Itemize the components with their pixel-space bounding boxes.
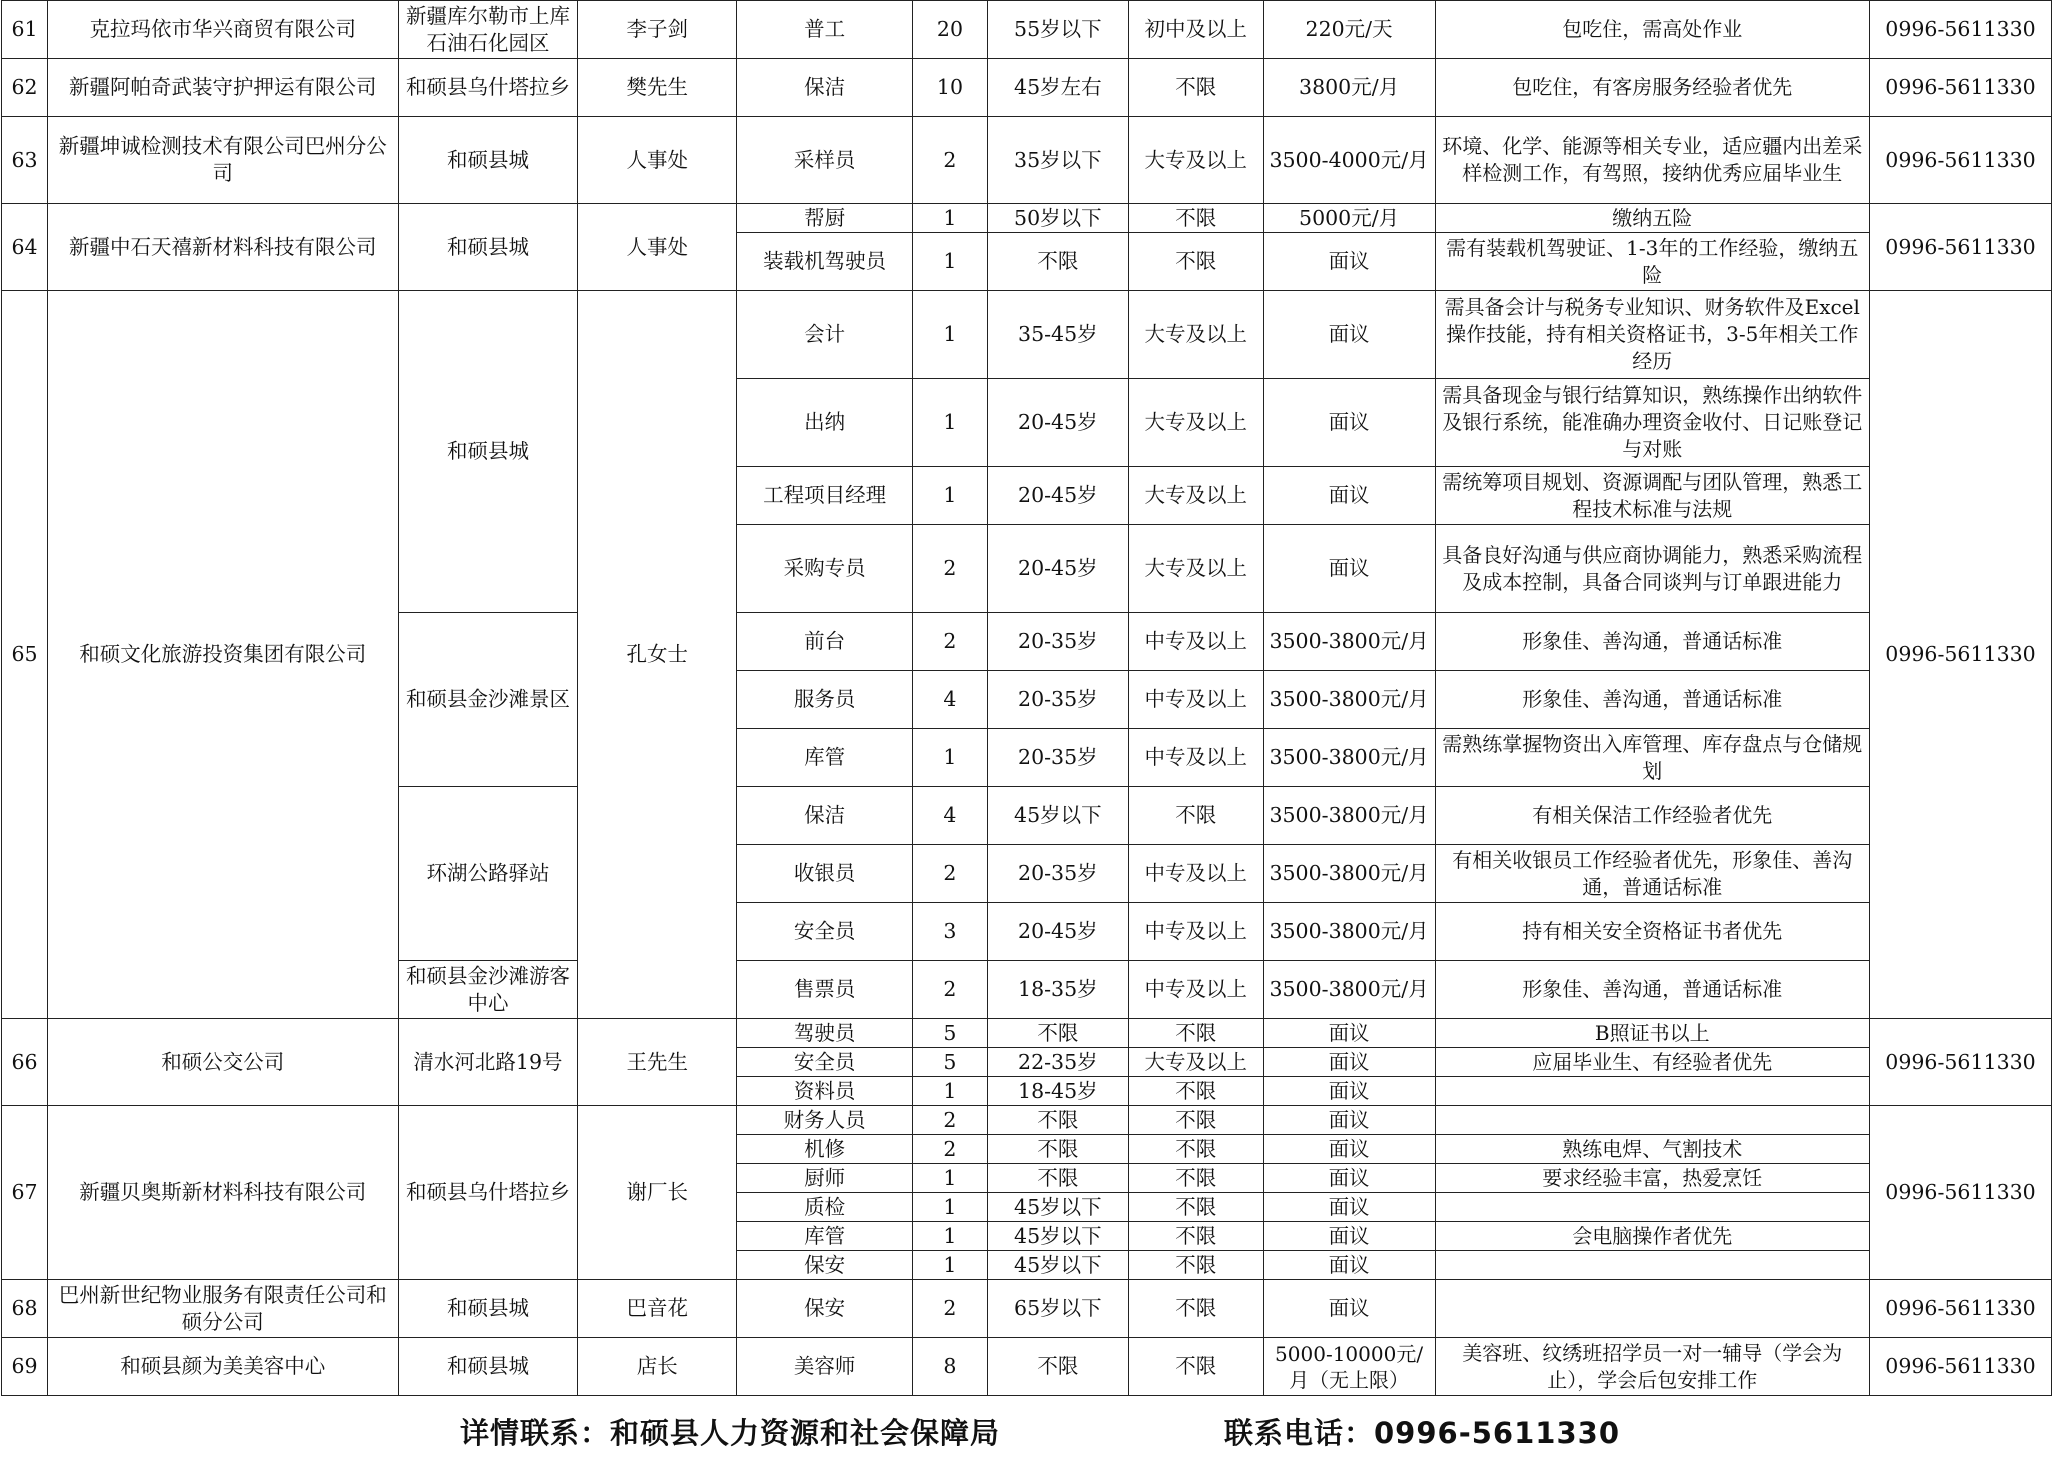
job-requirements: 包吃住，有客房服务经验者优先 [1435,59,1870,117]
job-title: 安全员 [737,903,913,961]
hire-count: 2 [912,1135,987,1164]
hire-count: 1 [912,1222,987,1251]
hire-count: 1 [912,1193,987,1222]
hire-count: 2 [912,525,987,613]
job-title: 售票员 [737,961,913,1019]
row-number: 62 [2,59,48,117]
job-requirements: 包吃住，需高处作业 [1435,1,1870,59]
age-requirement: 20-45岁 [987,467,1128,525]
job-title: 库管 [737,729,913,787]
salary: 面议 [1263,1280,1435,1338]
age-requirement: 不限 [987,1338,1128,1396]
age-requirement: 20-35岁 [987,845,1128,903]
salary: 面议 [1263,233,1435,291]
job-requirements [1435,1280,1870,1338]
table-row [2,1,2052,59]
contact-person: 人事处 [578,117,737,204]
table-row [2,1106,2052,1135]
work-location: 和硕县城 [398,117,578,204]
hire-count: 1 [912,729,987,787]
company-name: 新疆中石天禧新材料科技有限公司 [47,204,398,291]
footer-contact: 详情联系：和硕县人力资源和社会保障局 [460,1416,1001,1450]
age-requirement: 35岁以下 [987,117,1128,204]
table-row [2,291,2052,379]
education-requirement: 不限 [1128,1222,1263,1251]
company-name: 克拉玛依市华兴商贸有限公司 [47,1,398,59]
education-requirement: 不限 [1128,1164,1263,1193]
contact-person: 谢厂长 [578,1106,737,1280]
job-requirements: 熟练电焊、气割技术 [1435,1135,1870,1164]
company-name: 新疆贝奥斯新材料科技有限公司 [47,1106,398,1280]
education-requirement: 大专及以上 [1128,525,1263,613]
job-title: 收银员 [737,845,913,903]
company-name: 新疆坤诚检测技术有限公司巴州分公司 [47,117,398,204]
job-requirements: 有相关收银员工作经验者优先，形象佳、善沟通，普通话标准 [1435,845,1870,903]
contact-person: 店长 [578,1338,737,1396]
job-requirements: 需具备现金与银行结算知识，熟练操作出纳软件及银行系统，能准确办理资金收付、日记账登记与对账 [1435,379,1870,467]
job-requirements: 形象佳、善沟通，普通话标准 [1435,961,1870,1019]
education-requirement: 大专及以上 [1128,1048,1263,1077]
job-table-body [2,1,2052,1396]
job-requirements: 具备良好沟通与供应商协调能力，熟悉采购流程及成本控制，具备合同谈判与订单跟进能力 [1435,525,1870,613]
contact-person: 王先生 [578,1019,737,1106]
education-requirement: 中专及以上 [1128,845,1263,903]
job-requirements: 有相关保洁工作经验者优先 [1435,787,1870,845]
company-name: 巴州新世纪物业服务有限责任公司和硕分公司 [47,1280,398,1338]
contact-phone: 0996-5611330 [1870,1280,2052,1338]
salary: 面议 [1263,1048,1435,1077]
work-location: 和硕县城 [398,1280,578,1338]
education-requirement: 中专及以上 [1128,729,1263,787]
job-requirements: 持有相关安全资格证书者优先 [1435,903,1870,961]
hire-count: 2 [912,117,987,204]
salary: 面议 [1263,1135,1435,1164]
education-requirement: 不限 [1128,1019,1263,1048]
job-requirements: 缴纳五险 [1435,204,1870,233]
footer [0,1393,2052,1464]
salary: 面议 [1263,379,1435,467]
job-requirements [1435,1251,1870,1280]
salary: 面议 [1263,525,1435,613]
work-location: 和硕县城 [398,1338,578,1396]
row-number: 65 [2,291,48,1019]
hire-count: 10 [912,59,987,117]
age-requirement: 20-45岁 [987,903,1128,961]
age-requirement: 45岁以下 [987,787,1128,845]
age-requirement: 不限 [987,1106,1128,1135]
hire-count: 1 [912,291,987,379]
job-requirements [1435,1106,1870,1135]
hire-count: 1 [912,467,987,525]
education-requirement: 中专及以上 [1128,671,1263,729]
table-row [2,1338,2052,1396]
salary: 3800元/月 [1263,59,1435,117]
job-title: 保洁 [737,59,913,117]
job-requirements: 形象佳、善沟通，普通话标准 [1435,671,1870,729]
education-requirement: 不限 [1128,1106,1263,1135]
table-row [2,1019,2052,1048]
job-title: 会计 [737,291,913,379]
row-number: 68 [2,1280,48,1338]
row-number: 61 [2,1,48,59]
table-row [2,117,2052,204]
age-requirement: 45岁以下 [987,1222,1128,1251]
hire-count: 4 [912,671,987,729]
contact-person: 人事处 [578,204,737,291]
salary: 面议 [1263,1019,1435,1048]
age-requirement: 不限 [987,1164,1128,1193]
education-requirement: 大专及以上 [1128,291,1263,379]
job-requirements: 应届毕业生、有经验者优先 [1435,1048,1870,1077]
hire-count: 1 [912,233,987,291]
hire-count: 5 [912,1048,987,1077]
education-requirement: 不限 [1128,1251,1263,1280]
hire-count: 2 [912,961,987,1019]
salary: 3500-3800元/月 [1263,845,1435,903]
age-requirement: 20-45岁 [987,525,1128,613]
salary: 3500-3800元/月 [1263,671,1435,729]
education-requirement: 不限 [1128,1135,1263,1164]
job-requirements: 美容班、纹绣班招学员一对一辅导（学会为止），学会后包安排工作 [1435,1338,1870,1396]
table-row [2,59,2052,117]
job-title: 出纳 [737,379,913,467]
education-requirement: 中专及以上 [1128,961,1263,1019]
job-title: 美容师 [737,1338,913,1396]
work-location: 清水河北路19号 [398,1019,578,1106]
job-requirements [1435,1077,1870,1106]
company-name: 新疆阿帕奇武装守护押运有限公司 [47,59,398,117]
job-title: 前台 [737,613,913,671]
salary: 220元/天 [1263,1,1435,59]
job-title: 驾驶员 [737,1019,913,1048]
salary: 面议 [1263,1222,1435,1251]
contact-phone: 0996-5611330 [1870,1,2052,59]
contact-phone: 0996-5611330 [1870,1019,2052,1106]
job-title: 资料员 [737,1077,913,1106]
hire-count: 20 [912,1,987,59]
hire-count: 2 [912,1106,987,1135]
age-requirement: 45岁以下 [987,1251,1128,1280]
job-title: 厨师 [737,1164,913,1193]
job-requirements: B照证书以上 [1435,1019,1870,1048]
job-requirements [1435,1193,1870,1222]
age-requirement: 45岁左右 [987,59,1128,117]
row-number: 66 [2,1019,48,1106]
hire-count: 2 [912,1280,987,1338]
contact-person: 李子剑 [578,1,737,59]
job-requirements: 需统筹项目规划、资源调配与团队管理，熟悉工程技术标准与法规 [1435,467,1870,525]
job-title: 帮厨 [737,204,913,233]
work-location: 和硕县城 [398,291,578,613]
work-location: 环湖公路驿站 [398,787,578,961]
salary: 3500-3800元/月 [1263,787,1435,845]
job-title: 保安 [737,1251,913,1280]
salary: 面议 [1263,1193,1435,1222]
job-table [1,0,2052,1396]
work-location: 新疆库尔勒市上库石油石化园区 [398,1,578,59]
job-title: 采购专员 [737,525,913,613]
salary: 5000-10000元/月（无上限） [1263,1338,1435,1396]
education-requirement: 不限 [1128,1338,1263,1396]
work-location: 和硕县金沙滩景区 [398,613,578,787]
salary: 面议 [1263,467,1435,525]
table-row [2,204,2052,233]
education-requirement: 不限 [1128,1280,1263,1338]
job-requirements: 环境、化学、能源等相关专业，适应疆内出差采样检测工作，有驾照，接纳优秀应届毕业生 [1435,117,1870,204]
hire-count: 1 [912,1164,987,1193]
salary: 面议 [1263,1106,1435,1135]
education-requirement: 不限 [1128,787,1263,845]
job-requirements: 形象佳、善沟通，普通话标准 [1435,613,1870,671]
age-requirement: 20-35岁 [987,671,1128,729]
hire-count: 8 [912,1338,987,1396]
salary: 3500-3800元/月 [1263,903,1435,961]
salary: 5000元/月 [1263,204,1435,233]
row-number: 64 [2,204,48,291]
hire-count: 4 [912,787,987,845]
age-requirement: 65岁以下 [987,1280,1128,1338]
contact-phone: 0996-5611330 [1870,204,2052,291]
age-requirement: 20-35岁 [987,729,1128,787]
contact-person: 樊先生 [578,59,737,117]
education-requirement: 中专及以上 [1128,613,1263,671]
age-requirement: 35-45岁 [987,291,1128,379]
education-requirement: 初中及以上 [1128,1,1263,59]
age-requirement: 20-35岁 [987,613,1128,671]
hire-count: 1 [912,1251,987,1280]
salary: 面议 [1263,1077,1435,1106]
salary: 3500-3800元/月 [1263,613,1435,671]
work-location: 和硕县乌什塔拉乡 [398,59,578,117]
salary: 3500-3800元/月 [1263,961,1435,1019]
hire-count: 1 [912,379,987,467]
job-title: 保安 [737,1280,913,1338]
job-requirements: 需有装载机驾驶证、1-3年的工作经验，缴纳五险 [1435,233,1870,291]
contact-phone: 0996-5611330 [1870,291,2052,1019]
hire-count: 3 [912,903,987,961]
job-title: 质检 [737,1193,913,1222]
contact-phone: 0996-5611330 [1870,1338,2052,1396]
hire-count: 2 [912,613,987,671]
salary: 3500-3800元/月 [1263,729,1435,787]
job-requirements: 需熟练掌握物资出入库管理、库存盘点与仓储规划 [1435,729,1870,787]
age-requirement: 18-45岁 [987,1077,1128,1106]
company-name: 和硕公交公司 [47,1019,398,1106]
education-requirement: 中专及以上 [1128,903,1263,961]
job-title: 采样员 [737,117,913,204]
salary: 面议 [1263,1251,1435,1280]
age-requirement: 20-45岁 [987,379,1128,467]
job-requirements: 要求经验丰富，热爱烹饪 [1435,1164,1870,1193]
row-number: 69 [2,1338,48,1396]
work-location: 和硕县城 [398,204,578,291]
education-requirement: 不限 [1128,1193,1263,1222]
age-requirement: 不限 [987,233,1128,291]
education-requirement: 不限 [1128,1077,1263,1106]
job-title: 服务员 [737,671,913,729]
table-row [2,1280,2052,1338]
contact-phone: 0996-5611330 [1870,59,2052,117]
work-location: 和硕县乌什塔拉乡 [398,1106,578,1280]
education-requirement: 不限 [1128,59,1263,117]
contact-phone: 0996-5611330 [1870,1106,2052,1280]
education-requirement: 大专及以上 [1128,467,1263,525]
hire-count: 5 [912,1019,987,1048]
education-requirement: 大专及以上 [1128,379,1263,467]
job-requirements: 需具备会计与税务专业知识、财务软件及Excel操作技能，持有相关资格证书，3-5年相关工作经历 [1435,291,1870,379]
job-title: 财务人员 [737,1106,913,1135]
job-title: 机修 [737,1135,913,1164]
footer-phone: 联系电话：0996-5611330 [1224,1416,1620,1450]
job-title: 普工 [737,1,913,59]
education-requirement: 不限 [1128,233,1263,291]
age-requirement: 18-35岁 [987,961,1128,1019]
job-title: 安全员 [737,1048,913,1077]
job-title: 保洁 [737,787,913,845]
contact-phone: 0996-5611330 [1870,117,2052,204]
job-requirements: 会电脑操作者优先 [1435,1222,1870,1251]
age-requirement: 22-35岁 [987,1048,1128,1077]
hire-count: 1 [912,204,987,233]
contact-person: 巴音花 [578,1280,737,1338]
education-requirement: 不限 [1128,204,1263,233]
hire-count: 2 [912,845,987,903]
company-name: 和硕县颜为美美容中心 [47,1338,398,1396]
contact-person: 孔女士 [578,291,737,1019]
job-title: 工程项目经理 [737,467,913,525]
salary: 面议 [1263,291,1435,379]
job-title: 库管 [737,1222,913,1251]
salary: 面议 [1263,1164,1435,1193]
row-number: 63 [2,117,48,204]
hire-count: 1 [912,1077,987,1106]
age-requirement: 不限 [987,1019,1128,1048]
age-requirement: 55岁以下 [987,1,1128,59]
row-number: 67 [2,1106,48,1280]
age-requirement: 45岁以下 [987,1193,1128,1222]
job-title: 装载机驾驶员 [737,233,913,291]
salary: 3500-4000元/月 [1263,117,1435,204]
age-requirement: 50岁以下 [987,204,1128,233]
company-name: 和硕文化旅游投资集团有限公司 [47,291,398,1019]
work-location: 和硕县金沙滩游客中心 [398,961,578,1019]
age-requirement: 不限 [987,1135,1128,1164]
education-requirement: 大专及以上 [1128,117,1263,204]
